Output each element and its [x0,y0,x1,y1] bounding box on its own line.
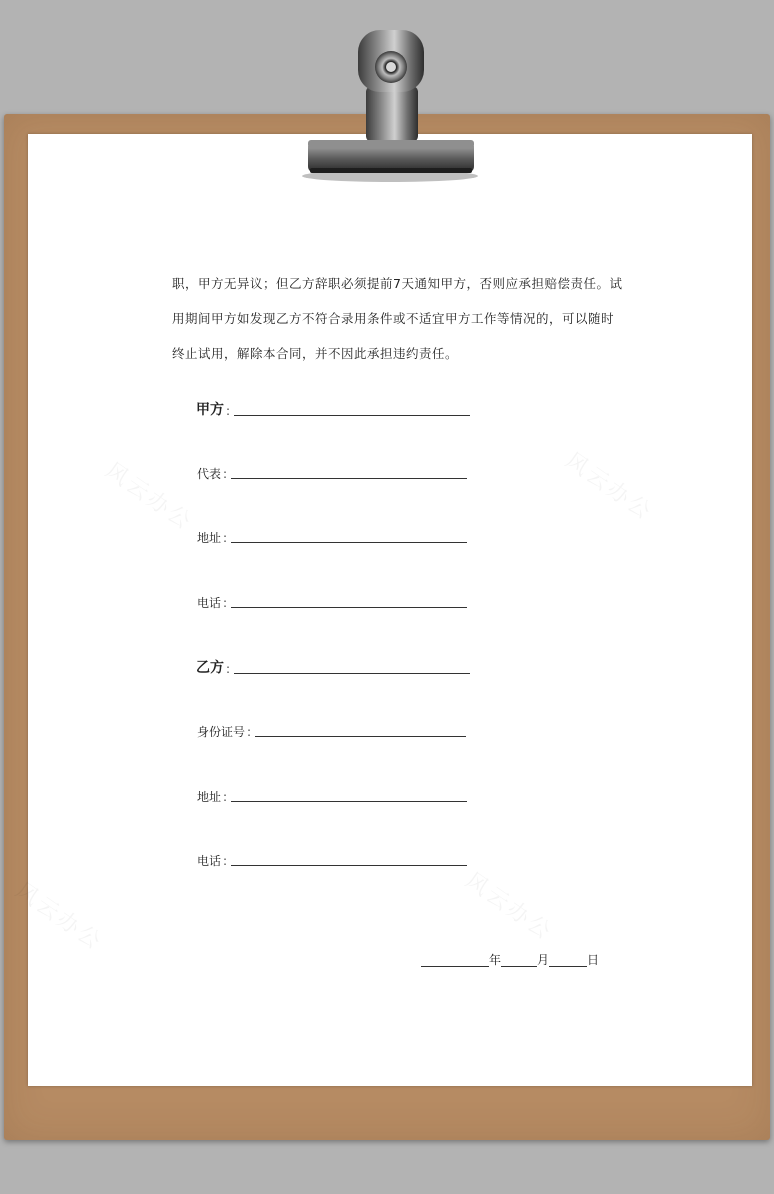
colon: : [223,790,228,804]
colon: : [223,467,228,481]
year-blank[interactable] [421,966,489,967]
party-a-rep-line[interactable] [231,478,467,479]
colon: : [226,404,231,418]
party-a-rep-label: 代表 [197,467,222,481]
year-label: 年 [489,953,502,967]
party-b-signature-line[interactable] [234,673,470,674]
party-a-phone-line[interactable] [231,607,467,608]
party-a-address-line[interactable] [231,542,467,543]
paragraph-line: 终止试用，解除本合同，并不因此承担违约责任。 [172,346,459,361]
party-a-phone-label: 电话 [197,596,222,610]
party-b-address-row [197,790,467,804]
party-b-phone-row [197,854,467,868]
colon: : [247,725,252,739]
party-a-address-row [197,531,467,545]
party-b-address-line[interactable] [231,801,467,802]
party-b-title: 乙方 [196,660,224,676]
colon: : [226,662,231,676]
party-b-id-label: 身份证号 [197,725,246,739]
colon: : [223,596,228,610]
party-a-row [196,402,470,418]
party-a-phone-row [197,596,467,610]
party-b-id-line[interactable] [255,736,466,737]
party-a-signature-line[interactable] [234,415,470,416]
party-a-rep-row [197,467,467,481]
party-a-title: 甲方 [196,402,224,418]
colon: : [223,531,228,545]
party-b-address-label: 地址 [197,790,222,804]
paragraph-line: 职，甲方无异议；但乙方辞职必须提前7天通知甲方，否则应承担赔偿责任。试 [172,276,623,291]
party-b-phone-line[interactable] [231,865,467,866]
day-label: 日 [587,953,600,967]
party-b-id-row [197,725,466,739]
colon: : [223,854,228,868]
month-blank[interactable] [501,966,537,967]
party-b-row [196,660,470,676]
date-row [421,951,599,968]
paragraph-line: 用期间甲方如发现乙方不符合录用条件或不适宜甲方工作等情况的，可以随时 [172,311,615,326]
contract-paragraph [172,266,623,371]
party-b-phone-label: 电话 [197,854,222,868]
day-blank[interactable] [549,966,587,967]
binder-clip-icon [0,0,774,200]
month-label: 月 [537,953,550,967]
party-a-address-label: 地址 [197,531,222,545]
